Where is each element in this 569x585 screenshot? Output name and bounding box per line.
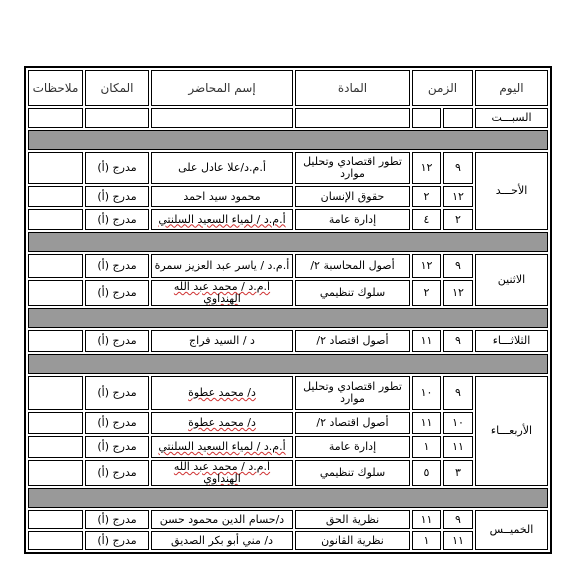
day-name: السبـــت — [475, 108, 548, 128]
place-cell: مدرج (أ) — [85, 436, 149, 458]
lecture-row — [28, 152, 548, 184]
time-to: ٥ — [412, 460, 441, 486]
lecturer-cell: أ.م.د / محمد عبد الله الهنداوي — [151, 460, 293, 486]
lecture-row — [28, 280, 548, 306]
day-name: الأحـــد — [475, 152, 548, 230]
separator-row — [28, 488, 548, 508]
time-from: ٩ — [443, 510, 473, 529]
header-place: المكان — [85, 70, 149, 106]
lecturer-cell: محمود سيد احمد — [151, 186, 293, 207]
time-to: ١٠ — [412, 376, 441, 410]
subject-cell: أصول المحاسبة ٢/ — [295, 254, 410, 278]
time-to: ١١ — [412, 510, 441, 529]
time-from: ١٠ — [443, 412, 473, 434]
day-name: الأربعـــاء — [475, 376, 548, 486]
separator-cell — [28, 354, 548, 374]
notes-cell — [28, 412, 83, 434]
separator-cell — [28, 488, 548, 508]
separator-row — [28, 354, 548, 374]
subject-cell: نظرية القانون — [295, 531, 410, 550]
place-cell: مدرج (أ) — [85, 376, 149, 410]
empty-cell — [85, 108, 149, 128]
time-to: ١ — [412, 531, 441, 550]
schedule-table — [24, 66, 552, 554]
time-to: ١١ — [412, 330, 441, 352]
place-cell: مدرج (أ) — [85, 254, 149, 278]
day-name: الخميــس — [475, 510, 548, 550]
separator-row — [28, 308, 548, 328]
time-from: ٩ — [443, 376, 473, 410]
time-from: ١٢ — [443, 280, 473, 306]
header-notes: ملاحظات — [28, 70, 83, 106]
empty-cell — [28, 108, 83, 128]
lecturer-cell: د/ محمد عطوة — [151, 412, 293, 434]
lecture-row — [28, 412, 548, 434]
empty-cell — [295, 108, 410, 128]
lecture-row — [28, 254, 548, 278]
place-cell: مدرج (أ) — [85, 209, 149, 230]
day-row-empty — [28, 108, 548, 128]
time-from: ٩ — [443, 152, 473, 184]
time-to: ١١ — [412, 412, 441, 434]
empty-cell — [412, 108, 441, 128]
header-day: اليوم — [475, 70, 548, 106]
lecture-row — [28, 460, 548, 486]
lecturer-cell: أ.م.د / ياسر عبد العزيز سمرة — [151, 254, 293, 278]
lecturer-cell: د / السيد فراج — [151, 330, 293, 352]
separator-row — [28, 130, 548, 150]
notes-cell — [28, 209, 83, 230]
place-cell: مدرج (أ) — [85, 280, 149, 306]
lecturer-cell: د/حسام الدين محمود حسن — [151, 510, 293, 529]
subject-cell: إدارة عامة — [295, 209, 410, 230]
separator-cell — [28, 130, 548, 150]
header-subject: المادة — [295, 70, 410, 106]
notes-cell — [28, 330, 83, 352]
notes-cell — [28, 152, 83, 184]
lecturer-cell: أ.م.د / لمياء السعيد السلنتي — [151, 209, 293, 230]
place-cell: مدرج (أ) — [85, 412, 149, 434]
separator-cell — [28, 232, 548, 252]
subject-cell: أصول اقتصاد ٢/ — [295, 412, 410, 434]
time-from: ١١ — [443, 436, 473, 458]
header-row — [28, 70, 548, 106]
lecturer-cell: أ.م.د / لمياء السعيد السلنتي — [151, 436, 293, 458]
time-to: ١٢ — [412, 254, 441, 278]
lecturer-cell: أ.م.د / محمد عبد الله الهنداوي — [151, 280, 293, 306]
place-cell: مدرج (أ) — [85, 152, 149, 184]
subject-cell: حقوق الإنسان — [295, 186, 410, 207]
lecture-row — [28, 531, 548, 550]
place-cell: مدرج (أ) — [85, 531, 149, 550]
notes-cell — [28, 510, 83, 529]
notes-cell — [28, 186, 83, 207]
header-lecturer: إسم المحاضر — [151, 70, 293, 106]
notes-cell — [28, 280, 83, 306]
empty-cell — [443, 108, 473, 128]
time-from: ١٢ — [443, 186, 473, 207]
lecturer-cell: د/ محمد عطوة — [151, 376, 293, 410]
time-to: ١٢ — [412, 152, 441, 184]
notes-cell — [28, 436, 83, 458]
time-from: ٣ — [443, 460, 473, 486]
notes-cell — [28, 460, 83, 486]
lecture-row — [28, 186, 548, 207]
place-cell: مدرج (أ) — [85, 330, 149, 352]
empty-cell — [151, 108, 293, 128]
lecturer-cell: د/ مني أبو بكر الصديق — [151, 531, 293, 550]
time-from: ٩ — [443, 254, 473, 278]
subject-cell: تطور اقتصادي وتحليل موارد — [295, 152, 410, 184]
lecture-row — [28, 376, 548, 410]
notes-cell — [28, 254, 83, 278]
lecture-row — [28, 330, 548, 352]
separator-row — [28, 232, 548, 252]
subject-cell: نظرية الحق — [295, 510, 410, 529]
subject-cell: سلوك تنظيمي — [295, 280, 410, 306]
place-cell: مدرج (أ) — [85, 510, 149, 529]
time-to: ٢ — [412, 186, 441, 207]
time-from: ١١ — [443, 531, 473, 550]
time-to: ٢ — [412, 280, 441, 306]
day-name: الاثنين — [475, 254, 548, 306]
lecture-row — [28, 209, 548, 230]
lecture-row — [28, 510, 548, 529]
subject-cell: أصول اقتصاد ٢/ — [295, 330, 410, 352]
header-time: الزمن — [412, 70, 473, 106]
day-name: الثلاثـــاء — [475, 330, 548, 352]
place-cell: مدرج (أ) — [85, 186, 149, 207]
separator-cell — [28, 308, 548, 328]
subject-cell: سلوك تنظيمي — [295, 460, 410, 486]
subject-cell: إدارة عامة — [295, 436, 410, 458]
notes-cell — [28, 376, 83, 410]
time-to: ١ — [412, 436, 441, 458]
time-to: ٤ — [412, 209, 441, 230]
place-cell: مدرج (أ) — [85, 460, 149, 486]
notes-cell — [28, 531, 83, 550]
subject-cell: تطور اقتصادي وتحليل موارد — [295, 376, 410, 410]
time-from: ٢ — [443, 209, 473, 230]
time-from: ٩ — [443, 330, 473, 352]
lecture-row — [28, 436, 548, 458]
lecturer-cell: أ.م.د/علا عادل على — [151, 152, 293, 184]
